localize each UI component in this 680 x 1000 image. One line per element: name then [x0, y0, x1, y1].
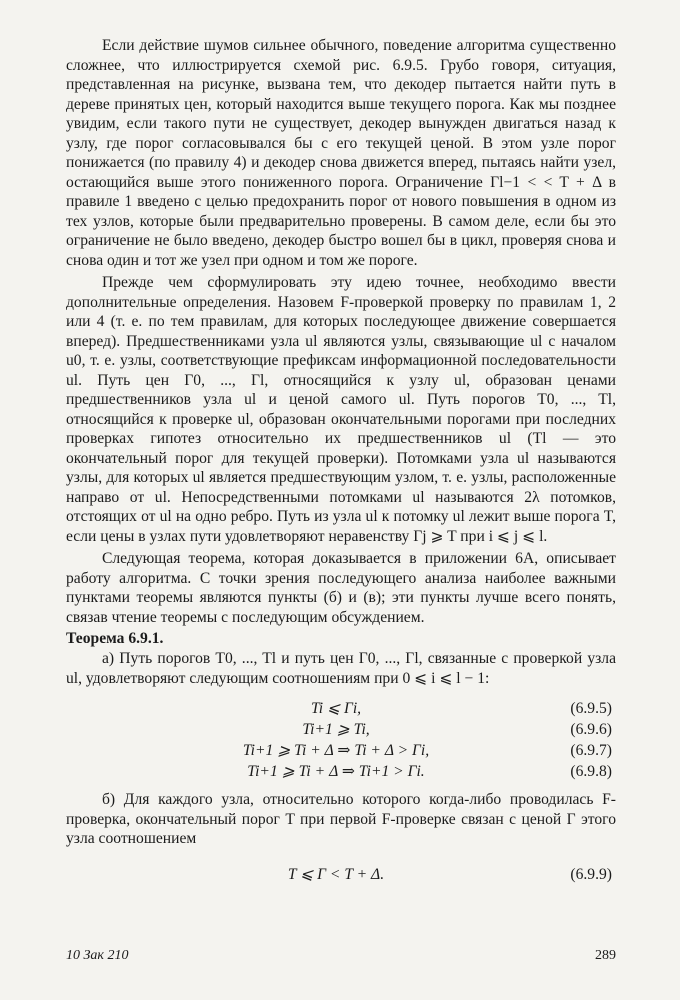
theorem-part-b: б) Для каждого узла, относительно которого когда-либо проводилась F-проверка, окончательный порог T при первой F-проверке связан с ценой Γ этого узла соотношением: [66, 791, 616, 847]
page-body: [66, 36, 616, 887]
formula-number: (6.9.5): [570, 700, 612, 717]
formula-expr: T ⩽ Γ < T + Δ.: [287, 865, 385, 883]
formula-row: [66, 761, 616, 782]
paragraph-1: Если действие шумов сильнее обычного, поведение алгоритма существенно сложнее, что иллюстрируется схемой рис. 6.9.5. Грубо говоря, ситуация, представленная на рисунке, вызвана тем, что декодер пытается найти путь в дереве принятых цен, который находится выше текущего порога. Как мы позднее увидим, если такого пути не существует, декодер вынужден двигаться назад к узлу, где порог согласовывался бы с его текущей ценой. В этом узле порог понижается (по правилу 4) и декодер снова движется вперед, пытаясь найти узел, остающийся выше этого пониженного порога. Ограничение Γl−1 < < T + Δ в правиле 1 введено с целью предохранить порог от нового повышения в одном из тех узлов, которые были предварительно проверены. В самом деле, если бы это ограничение не было введено, декодер быстро вошел бы в цикл, проверяя снова и снова один и тот же узел при одном и том же пороге.: [66, 37, 616, 269]
page-number: 289: [595, 948, 616, 963]
paragraph-2: Прежде чем сформулировать эту идею точнее, необходимо ввести дополнительные определения. Назовем F-проверкой проверку по правилам 1, 2 или 4 (т. е. по тем правилам, для которых последующее движение совершается вперед). Предшественниками узла ul являются узлы, связывающие ul с началом u0, т. е. узлы, соответствующие префиксам информационной последовательности ul. Путь цен Γ0, ..., Γl, относящийся к узлу ul, образован ценами предшественников узла ul и ценой самого ul. Путь порогов T0, ..., Tl, относящийся к проверке ul, образован окончательными порогами при последних проверках гипотез относительно их предшественников ul (Tl — это окончательный порог для текущей проверки). Потомками узла ul называются узлы, для которых ul является предшествующим узлом, т. е. узлы, расположенные направо от ul. Непосредственными потомками ul называются 2λ потомков, отстоящих от ul на одно ребро. Путь из узла ul к потомку ul лежит выше порога T, если цены в узлах пути удовлетворяют неравенству Γj ⩾ T при i ⩽ j ⩽ l.: [66, 274, 616, 545]
signature-mark: 10 Зак 210: [66, 948, 129, 963]
formula-block: [66, 698, 616, 782]
formula-number: (6.9.6): [570, 721, 612, 738]
formula-row: [66, 698, 616, 719]
formula-expr: Ti+1 ⩾ Ti + Δ ⇒ Ti + Δ > Γi,: [242, 742, 430, 759]
formula-expr: Ti+1 ⩾ Ti,: [302, 721, 370, 738]
theorem-title: Теорема 6.9.1.: [66, 630, 164, 647]
formula-row-final: [66, 863, 616, 887]
formula-expr: Ti ⩽ Γi,: [310, 700, 362, 717]
formula-number: (6.9.9): [570, 865, 612, 883]
formula-expr: Ti+1 ⩾ Ti + Δ ⇒ Ti+1 > Γi.: [247, 763, 425, 780]
formula-number: (6.9.7): [570, 742, 612, 759]
formula-row: [66, 740, 616, 761]
formula-number: (6.9.8): [570, 763, 612, 780]
page-footer: [66, 948, 616, 968]
paragraph-3: Следующая теорема, которая доказывается в приложении 6А, описывает работу алгоритма. С точки зрения последующего анализа наиболее важными пунктами теоремы являются пункты (б) и (в); эти пункты лучше всего понять, связав чтение теоремы с последующим обсуждением.: [66, 550, 616, 626]
theorem-part-a: а) Путь порогов T0, ..., Tl и путь цен Γ0, ..., Γl, связанные с проверкой узла ul, удовлетворяют следующим соотношениям при 0 ⩽ i ⩽ l − 1:: [66, 650, 616, 687]
formula-row: [66, 719, 616, 740]
